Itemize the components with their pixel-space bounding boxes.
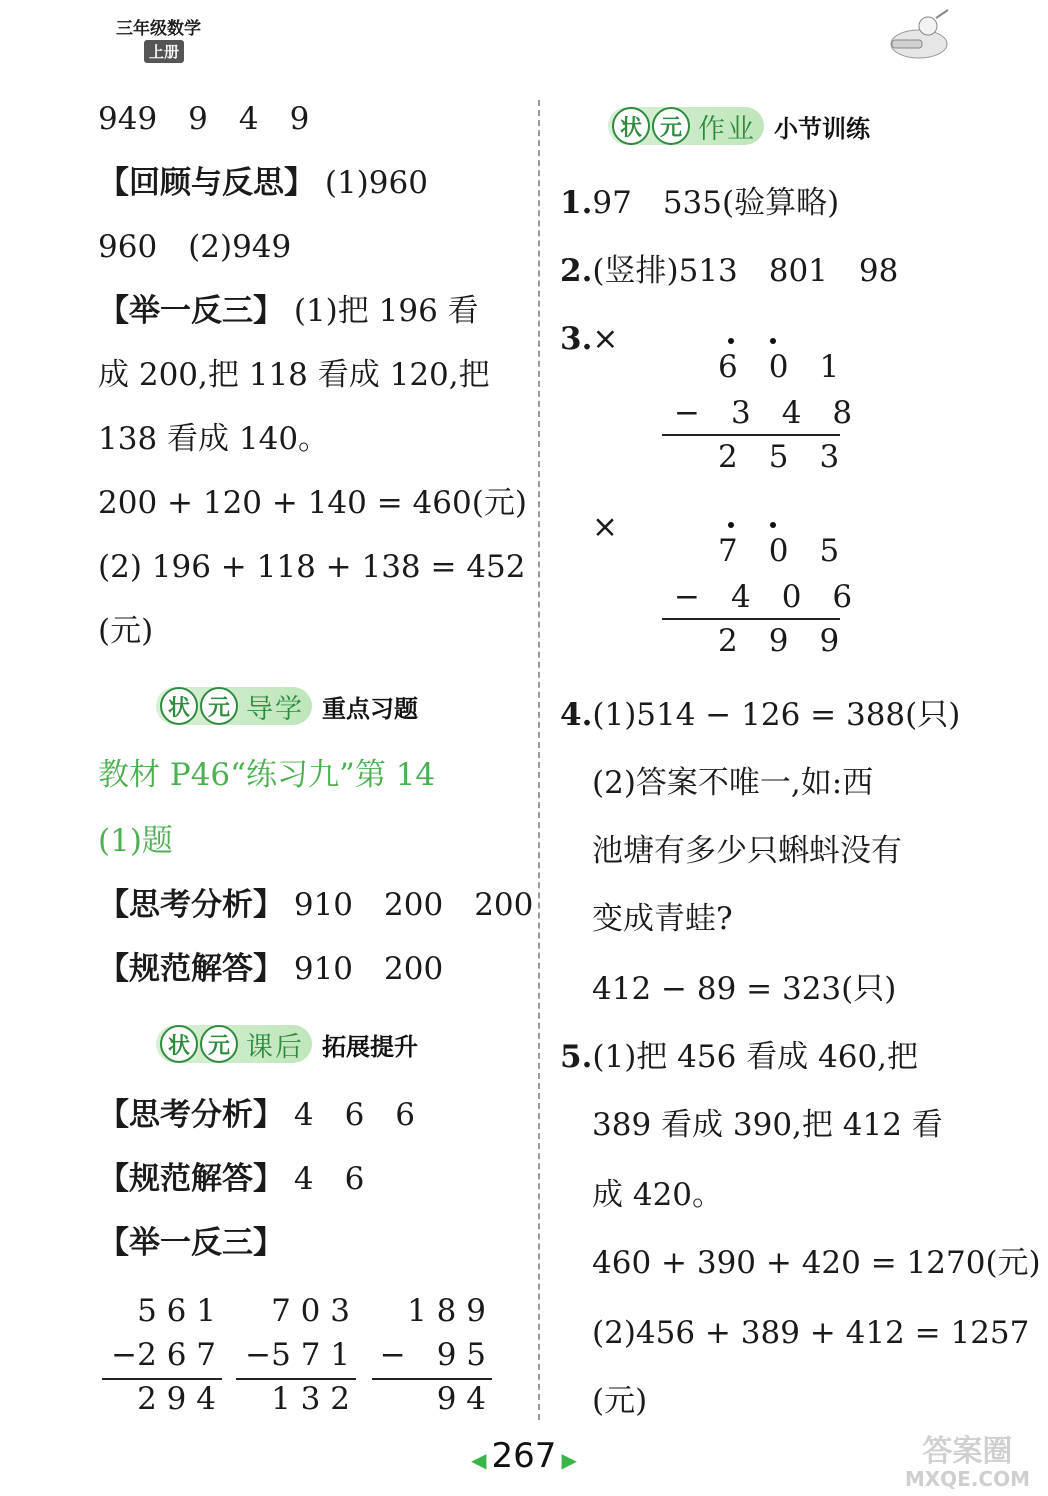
- subtrahend: − 3 4 8: [674, 395, 853, 431]
- vertical-subtraction: [372, 1293, 492, 1417]
- answer-line: (2) 196 + 118 + 138 = 452: [98, 549, 526, 585]
- answer-line: (元): [592, 1383, 648, 1419]
- banner-subtitle: 作业: [698, 113, 756, 145]
- answer-line: [560, 697, 961, 733]
- section-banner-after-class: [156, 1022, 418, 1066]
- answer-line: [98, 1161, 365, 1197]
- answer-line: 变成青蛙?: [592, 901, 733, 937]
- answer-line: [560, 1039, 919, 1075]
- mascot-illustration: [884, 6, 954, 66]
- answer-line: [98, 293, 479, 329]
- banner-circle: 元: [200, 1025, 238, 1063]
- wrong-mark: ×: [592, 321, 619, 357]
- column-divider: [538, 100, 540, 1420]
- answer-line: [560, 253, 899, 289]
- result-line: [236, 1378, 356, 1380]
- watermark-logo-text: 答案圈: [922, 1434, 1013, 1469]
- minuend: 7 0 5: [718, 533, 840, 569]
- answer-text: 4 6 6: [293, 1097, 416, 1133]
- banner-label: 小节训练: [774, 114, 870, 143]
- difference: 9 4: [436, 1381, 486, 1417]
- answer-line: (元): [98, 613, 154, 649]
- question-number: 3.: [560, 321, 593, 357]
- section-label: 【回顾与反思】: [98, 165, 315, 201]
- answer-line: 成 200,把 118 看成 120,把: [98, 357, 490, 393]
- minuend: 5 6 1: [137, 1293, 216, 1329]
- banner-pill: [608, 107, 764, 145]
- right-arrow-icon: ▶: [561, 1448, 577, 1472]
- borrow-dot: [770, 522, 776, 528]
- answer-text: 97 535(验算略): [592, 185, 840, 221]
- wrong-mark: ×: [592, 509, 618, 545]
- banner-circle: 状: [160, 1025, 198, 1063]
- answer-text: (1)把 196 看: [293, 293, 479, 329]
- question-number: 4.: [560, 697, 593, 733]
- answer-line: 412 − 89 = 323(只): [592, 971, 897, 1007]
- banner-subtitle: 导学: [246, 693, 304, 725]
- difference: 2 5 3: [718, 439, 840, 475]
- section-label: 【规范解答】: [98, 1161, 284, 1197]
- question-number: 1.: [560, 185, 593, 221]
- banner-circle: 元: [200, 687, 238, 725]
- section-label: 【举一反三】: [98, 1225, 284, 1261]
- book-title: 三年级数学: [116, 19, 201, 39]
- result-line: [372, 1378, 492, 1380]
- vertical-subtraction: [656, 332, 853, 482]
- answer-line: [560, 185, 840, 221]
- answer-text: 910 200 200: [293, 887, 534, 923]
- left-arrow-icon: ◀: [471, 1448, 487, 1472]
- subtrahend: −2 6 7: [111, 1337, 216, 1373]
- answer-line: 200 + 120 + 140 = 460(元): [98, 485, 527, 521]
- answer-line: 138 看成 140。: [98, 421, 330, 457]
- vertical-subtraction: [236, 1293, 356, 1417]
- answer-text: (1)960: [324, 165, 428, 201]
- banner-subtitle: 课后: [246, 1031, 304, 1063]
- difference: 2 9 4: [137, 1381, 216, 1417]
- answer-line: 池塘有多少只蝌蚪没有: [592, 833, 902, 869]
- section-banner-homework: [608, 104, 870, 148]
- watermark-url: MXQE.COM: [904, 1467, 1030, 1491]
- page-number: 267: [491, 1436, 557, 1476]
- banner-pill: [156, 687, 312, 725]
- minuend: 7 0 3: [271, 1293, 350, 1329]
- answer-text: (1)把 456 看成 460,把: [592, 1039, 919, 1075]
- subtrahend: − 9 5: [379, 1337, 486, 1373]
- borrow-dot: [728, 338, 734, 344]
- answer-text: 910 200: [293, 951, 444, 987]
- answer-text: (竖排)513 801 98: [592, 253, 899, 289]
- question-number: 2.: [560, 253, 593, 289]
- subtrahend: −5 7 1: [245, 1337, 350, 1373]
- answer-line: [98, 1097, 416, 1133]
- borrow-dot: [770, 338, 776, 344]
- subtrahend: − 4 0 6: [674, 579, 853, 615]
- difference: 2 9 9: [718, 623, 840, 659]
- answer-line: 成 420。: [592, 1177, 724, 1213]
- answer-line: [98, 887, 534, 923]
- answer-line: 960 (2)949: [98, 229, 292, 265]
- banner-circle: 状: [160, 687, 198, 725]
- banner-circle: 元: [652, 107, 690, 145]
- answer-text: (1)514 − 126 = 388(只): [592, 697, 961, 733]
- page-footer: [0, 1436, 1048, 1476]
- section-banner-guide: [156, 684, 418, 728]
- minuend: 1 8 9: [407, 1293, 486, 1329]
- textbook-reference: (1)题: [98, 823, 173, 859]
- section-label: 【规范解答】: [98, 951, 284, 987]
- answer-line: [560, 321, 619, 357]
- section-label: 【举一反三】: [98, 293, 284, 329]
- result-line: [102, 1378, 222, 1380]
- banner-circle: 状: [612, 107, 650, 145]
- vertical-subtraction: [102, 1293, 222, 1417]
- difference: 1 3 2: [271, 1381, 350, 1417]
- answer-line: [98, 951, 444, 987]
- result-line: [662, 434, 840, 436]
- answer-line: [98, 165, 428, 201]
- vertical-subtraction: [656, 516, 853, 666]
- answer-line: 949 9 4 9: [98, 101, 310, 137]
- banner-label: 重点习题: [322, 694, 418, 723]
- banner-label: 拓展提升: [322, 1032, 418, 1061]
- volume-tag: 上册: [144, 40, 184, 63]
- answer-line: 460 + 390 + 420 = 1270(元): [592, 1245, 1041, 1281]
- answer-text: 4 6: [293, 1161, 365, 1197]
- textbook-reference: 教材 P46“练习九”第 14: [98, 757, 436, 793]
- site-watermark: [905, 1435, 1030, 1490]
- result-line: [662, 618, 840, 620]
- banner-pill: [156, 1025, 312, 1063]
- minuend: 6 0 1: [718, 349, 840, 385]
- answer-line: (2)答案不唯一,如:西: [592, 765, 874, 801]
- section-label: 【思考分析】: [98, 1097, 284, 1133]
- answer-line: 389 看成 390,把 412 看: [592, 1107, 943, 1143]
- borrow-dot: [728, 522, 734, 528]
- section-label: 【思考分析】: [98, 887, 284, 923]
- question-number: 5.: [560, 1039, 593, 1075]
- answer-line: (2)456 + 389 + 412 = 1257: [592, 1315, 1030, 1351]
